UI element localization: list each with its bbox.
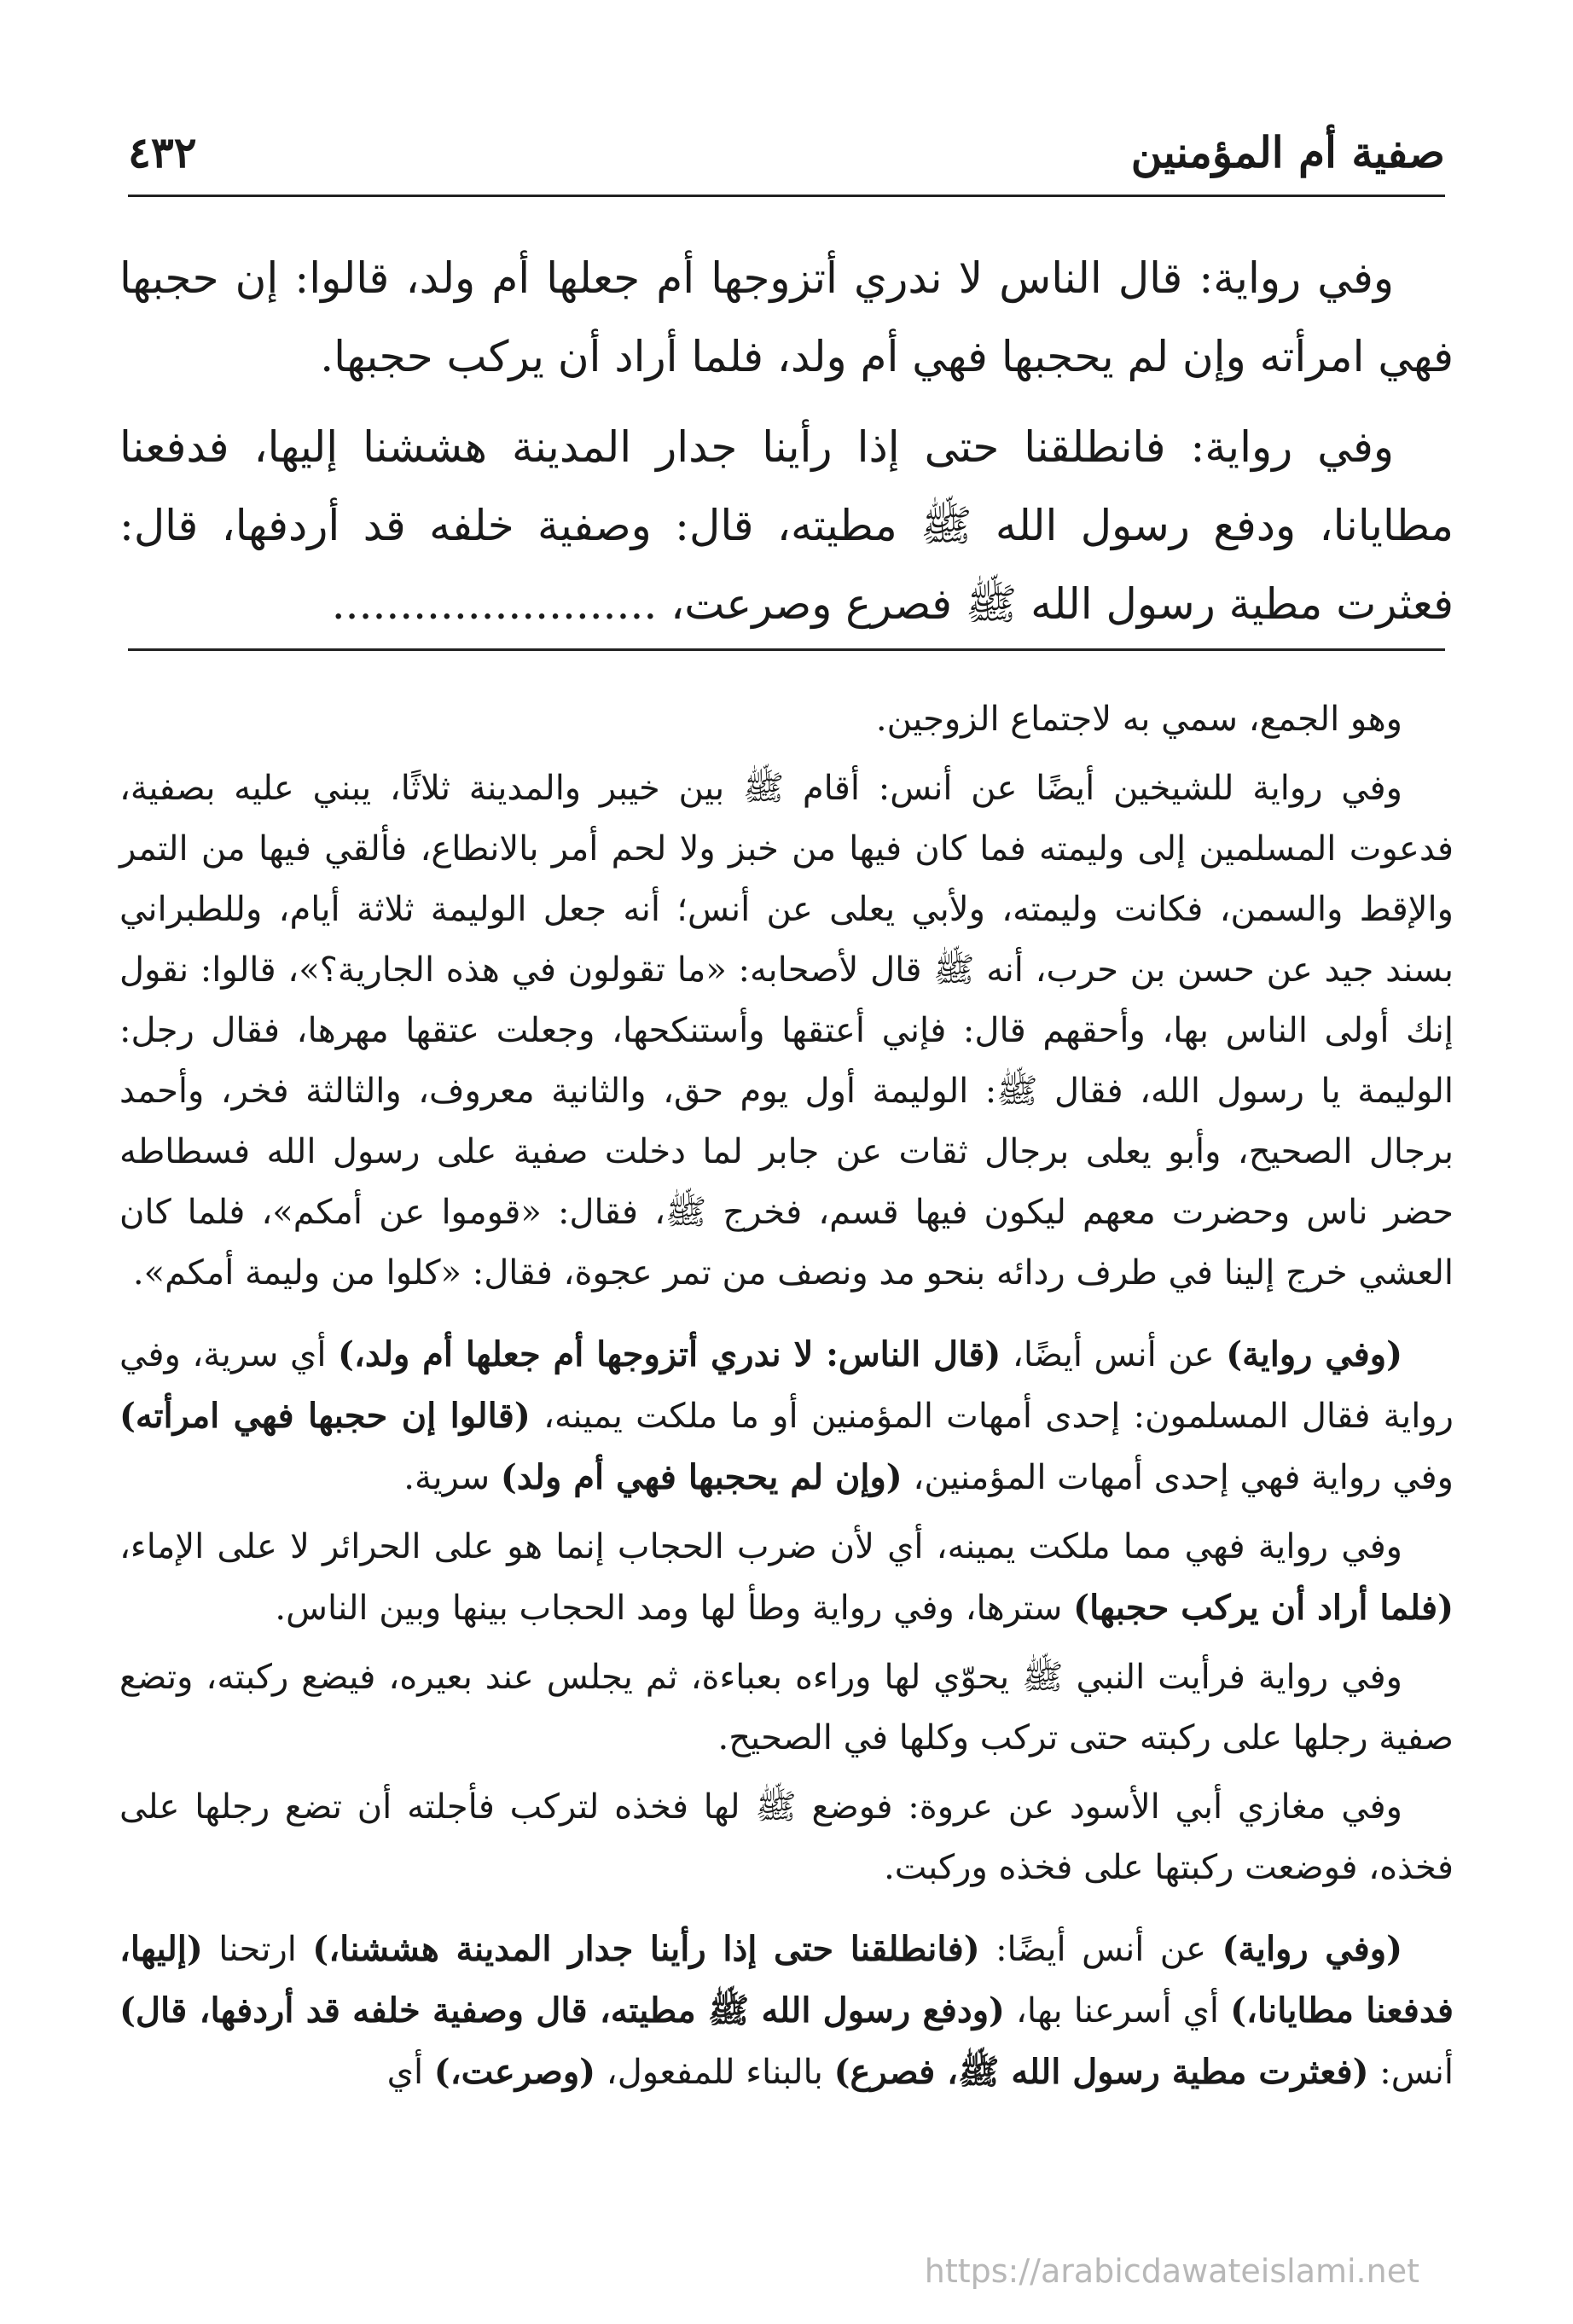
bold-quote: (فعثرت مطية رسول الله ﷺ، فصرع)	[833, 2052, 1369, 2092]
commentary-text: أي سرية، وفي رواية فقال المسلمون: إحدى أمهات المؤمنين أو ما ملكت يمينه،	[119, 1335, 1454, 1436]
commentary-text: أي أسرعنا بها،	[1004, 1991, 1231, 2031]
bold-quote: (فلما أراد أن يركب حجبها)	[1073, 1588, 1454, 1628]
commentary-text: سرية.	[403, 1458, 501, 1497]
commentary-paragraph	[119, 1324, 1454, 1508]
section-rule	[128, 648, 1445, 651]
commentary-paragraph: وهو الجمع، سمي به لاجتماع الزوجين.	[875, 700, 1402, 739]
bold-quote: (وصرعت،)	[433, 2052, 596, 2092]
bold-quote: (قال الناس: لا ندري أتزوجها أم جعلها أم ولد،)	[338, 1334, 1001, 1374]
main-text	[119, 239, 1454, 655]
bold-quote: (وفي رواية)	[1222, 1929, 1403, 1969]
header-rule	[128, 195, 1445, 197]
running-title: صفية أم المؤمنين	[1130, 127, 1445, 177]
commentary-text: بالبناء للمفعول،	[595, 2053, 834, 2092]
commentary-text: وفي رواية فهي إحدى أمهات المؤمنين،	[902, 1458, 1454, 1497]
commentary-paragraph: وفي رواية فرأيت النبي ﷺ يحوّي لها وراءه بعباءة، ثم يجلس عند بعيره، فيضع ركبته، وتضع صفية رجلها على ركبته حتى تركب وكلها في الصحيح.	[119, 1658, 1454, 1758]
commentary-text: أي	[386, 2053, 434, 2092]
bold-quote: (وفي رواية)	[1226, 1334, 1402, 1374]
watermark-url: https://arabicdawateislami.net	[924, 2252, 1419, 2290]
bold-quote: (ودفع رسول الله ﷺ مطيته، قال وصفية خلفه قد أردفها، قال)	[119, 1990, 1005, 2031]
commentary-paragraph: وفي رواية للشيخين أيضًا عن أنس: أقام ﷺ بين خيبر والمدينة ثلاثًا، يبني عليه بصفية، فدعوت المسلمين إلى وليمته فما كان فيها من خبز ولا لحم أمر بالانطاع، فألقي فيها من التمر والإقط والسمن، فكانت وليمته، ولأبي يعلى عن أنس؛ أنه جعل الوليمة ثلاثة أيام، وللطبراني بسند جيد عن حسن بن حرب، أنه ﷺ قال لأصحابه: «ما تقولون في هذه الجارية؟»، قالوا: نقول إنك أولى الناس بها، وأحقهم قال: فإني أعتقها وأستنكحها، وجعلت عتقها مهرها، فقال رجل: الوليمة يا رسول الله، فقال ﷺ: الوليمة أول يوم حق، والثانية معروف، والثالثة فخر، وأحمد برجال الصحيح، وأبو يعلى برجال ثقات عن جابر لما دخلت صفية على رسول الله فسطاطه حضر ناس وحضرت معهم ليكون فيها قسم، فخرج ﷺ، فقال: «قوموا عن أمكم»، فلما كان العشي خرج إلينا في طرف ردائه بنحو مد ونصف من تمر عجوة، فقال: «كلوا من وليمة أمكم».	[119, 769, 1454, 1293]
commentary-paragraph	[119, 1517, 1454, 1639]
ellipsis-dots: ........................	[331, 579, 658, 629]
commentary-paragraph	[119, 1919, 1454, 2103]
bold-quote: (فانطلقنا حتى إذا رأينا جدار المدينة هششنا،)	[312, 1929, 980, 1969]
commentary-text: وفي رواية فهي مما ملكت يمينه، أي لأن ضرب الحجاب إنما هو على الحرائر لا على الإماء،	[119, 1527, 1402, 1566]
matn-text: وفي رواية: فانطلقنا حتى إذا رأينا جدار المدينة هششنا إليها، فدفعنا مطايانا، ودفع رسول الله ﷺ مطيته، قال: وصفية خلفه قد أردفها، قال: فعثرت مطية رسول الله ﷺ فصرع وصرعت،	[119, 422, 1454, 629]
commentary-text: ارتحنا	[202, 1930, 313, 1969]
commentary-paragraph: وفي مغازي أبي الأسود عن عروة: فوضع ﷺ لها فخذه لتركب فأجلته أن تضع رجلها على فخذه، فوضعت ركبتها على فخذه وركبت.	[119, 1787, 1454, 1887]
matn-paragraph	[119, 408, 1454, 643]
bold-quote: (وإن لم يحجبها فهي أم ولد)	[500, 1457, 903, 1497]
matn-paragraph: وفي رواية: قال الناس لا ندري أتزوجها أم جعلها أم ولد، قالوا: إن حجبها فهي امرأته وإن لم يحجبها فهي أم ولد، فلما أراد أن يركب حجبها.	[119, 253, 1454, 381]
page-number: ٤٣٢	[128, 127, 197, 177]
commentary-text: عن أنس أيضًا،	[1001, 1335, 1227, 1374]
commentary-text: أنس:	[1368, 2053, 1454, 2092]
bold-quote: (إليها، فدفعنا مطايانا،)	[119, 1929, 1454, 2031]
commentary-text: سترها، وفي رواية وطأ لها ومد الحجاب بينها وبين الناس.	[275, 1589, 1074, 1628]
page-header	[128, 109, 1445, 177]
commentary-text: عن أنس أيضًا:	[979, 1930, 1222, 1969]
bold-quote: (قالوا إن حجبها فهي امرأته)	[119, 1396, 531, 1436]
commentary-text	[119, 689, 1454, 2112]
